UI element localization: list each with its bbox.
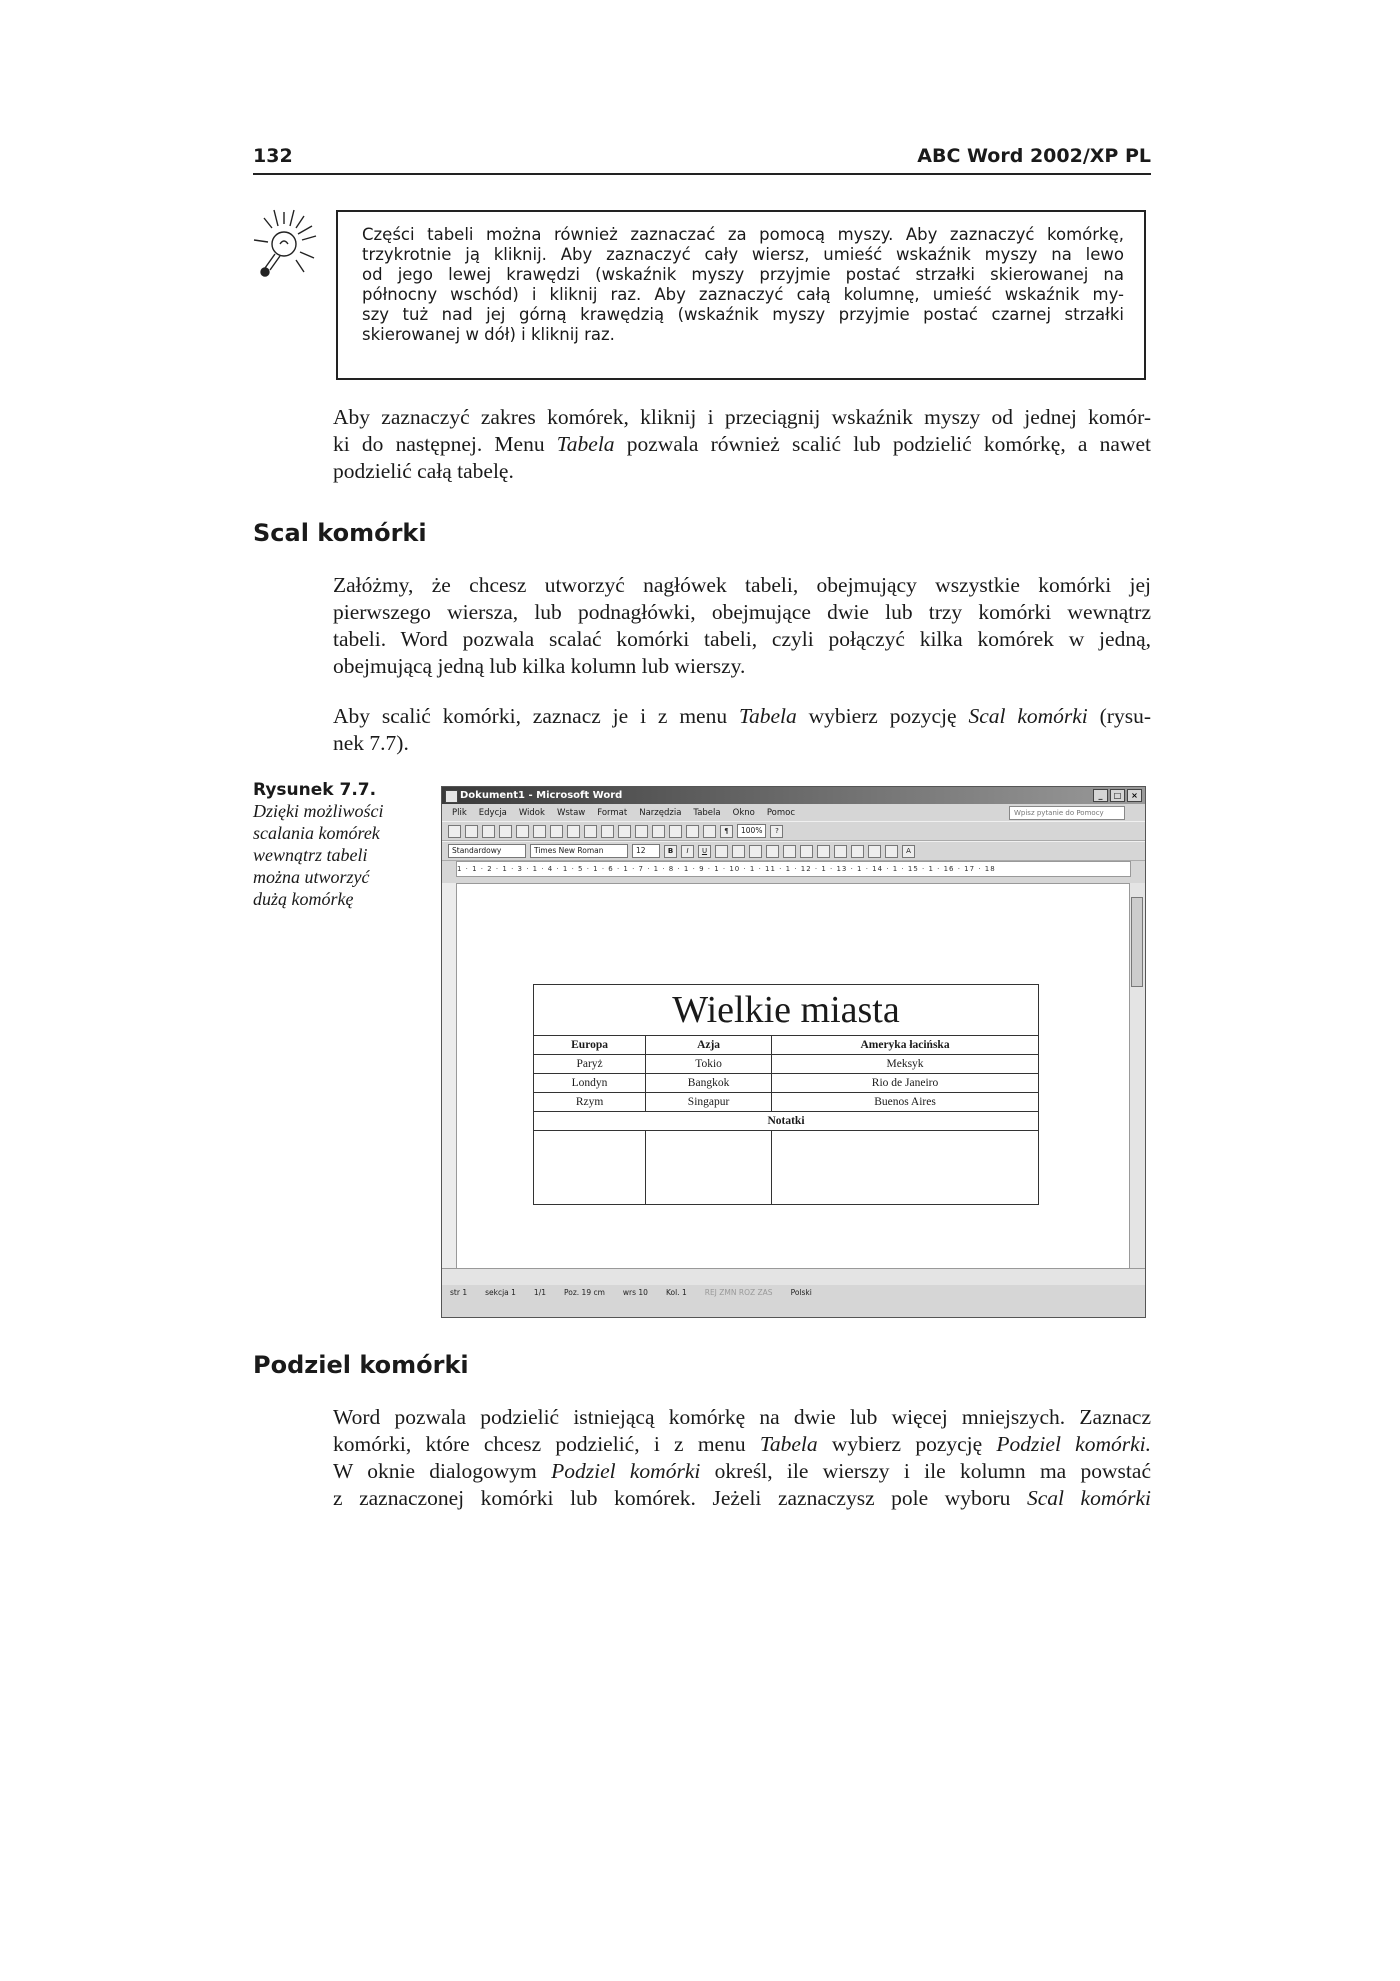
table-cell[interactable]: Londyn [534,1074,646,1093]
section-heading-scal: Scal komórki [253,519,427,547]
tip-line: Części tabeli można również zaznaczać za pomocą myszy. Aby zaznaczyć komórkę, [362,225,1124,244]
table-cell[interactable]: Rio de Janeiro [772,1074,1039,1093]
tip-line: trzykrotnie ją kliknij. Aby zaznaczyć cały wiersz, umieść wskaźnik myszy na lewo [362,245,1124,264]
caption-line: można utworzyć [253,867,370,887]
table-header-cell[interactable]: Azja [646,1036,772,1055]
document-area[interactable] [442,883,1129,1269]
lightbulb-icon [250,204,326,284]
menu-tabela[interactable]: Tabela [693,807,721,818]
tip-line: północny wschód) i kliknij raz. Aby zaznaczyć całą kolumnę, umieść wskaźnik my- [362,285,1124,304]
tip-line: skierowanej w dół) i kliknij raz. [362,325,615,344]
redo-icon[interactable] [635,825,648,838]
status-line: wrs 10 [622,1288,648,1297]
close-icon[interactable]: × [1127,789,1142,802]
menu-edycja[interactable]: Edycja [478,807,507,818]
table-row [534,1093,1039,1112]
minimize-icon[interactable]: _ [1093,789,1108,802]
justify-icon[interactable] [766,845,779,858]
table-row [534,1055,1039,1074]
border-icon[interactable] [868,845,881,858]
spelling-icon[interactable] [550,825,563,838]
word-title: Dokument1 - Microsoft Word [460,790,623,801]
table-cell-empty[interactable] [534,1131,646,1205]
word-window [441,786,1146,1318]
table-cell[interactable]: Singapur [646,1093,772,1112]
columns-icon[interactable] [686,825,699,838]
drawing-icon[interactable] [703,825,716,838]
italic-icon[interactable]: I [681,845,694,858]
open-icon[interactable] [465,825,478,838]
table-icon[interactable] [669,825,682,838]
status-pages: 1/1 [533,1288,546,1297]
table-cell[interactable]: Rzym [534,1093,646,1112]
text-line: pierwszego wiersza, lub podnagłówki, obejmujące dwie lub trzy komórki wewnątrz [333,600,1151,624]
numbering-icon[interactable] [800,845,813,858]
help-icon[interactable]: ? [770,825,783,838]
bold-icon[interactable]: B [664,845,677,858]
text-line: z zaznaczonej komórki lub komórek. Jeżeli zaznaczysz pole wyboru Scal komórki [333,1486,1152,1510]
table-cell[interactable]: Tokio [646,1055,772,1074]
table-cell[interactable]: Bangkok [646,1074,772,1093]
table-cell[interactable]: Meksyk [772,1055,1039,1074]
scroll-thumb[interactable] [1131,897,1143,987]
undo-icon[interactable] [618,825,631,838]
page-number: 132 [253,145,293,167]
status-section: sekcja 1 [485,1288,516,1297]
status-language: Polski [790,1288,812,1297]
status-page: str 1 [450,1288,468,1297]
tip-line: od jego lewej krawędzi (wskaźnik myszy przyjmie postać strzałki skierowanej na [362,265,1124,284]
menu-narzedzia[interactable]: Narzędzia [639,807,682,818]
permission-icon[interactable] [499,825,512,838]
section-heading-podziel: Podziel komórki [253,1351,469,1379]
menu-bar [442,804,1145,821]
status-bar [442,1284,1146,1301]
horizontal-scrollbar[interactable] [442,1268,1145,1285]
section2-paragraph [333,1404,1151,1512]
window-buttons [1093,789,1142,802]
text-line: Word pozwala podzielić istniejącą komórkę na dwie lub więcej mniejszych. Zaznacz [333,1405,1151,1429]
bullets-icon[interactable] [817,845,830,858]
caption-line: scalania komórek [253,823,380,843]
figure-caption [253,780,428,910]
save-icon[interactable] [482,825,495,838]
table-cell-empty[interactable] [646,1131,772,1205]
new-document-icon[interactable] [448,825,461,838]
menu-wstaw[interactable]: Wstaw [556,807,586,818]
paste-icon[interactable] [601,825,614,838]
menu-pomoc[interactable]: Pomoc [766,807,796,818]
text-line: nek 7.7). [333,731,409,755]
zoom-select[interactable]: 100% [737,824,766,838]
text-line: komórki, które chcesz podzielić, i z menu Tabela wybierz pozycję Podziel komórki. [333,1432,1151,1456]
table-row [534,1074,1039,1093]
print-preview-icon[interactable] [533,825,546,838]
decrease-indent-icon[interactable] [834,845,847,858]
text-line: Aby zaznaczyć zakres komórek, kliknij i przeciągnij wskaźnik myszy od jednej komór- [333,405,1151,429]
formatting-toolbar [442,841,1145,861]
hyperlink-icon[interactable] [652,825,665,838]
maximize-icon[interactable]: □ [1110,789,1125,802]
tip-box [336,210,1146,380]
menu-widok[interactable]: Widok [518,807,545,818]
caption-line: dużą komórkę [253,889,354,909]
menu-okno[interactable]: Okno [732,807,755,818]
standard-toolbar [442,821,1145,841]
status-column: Kol. 1 [665,1288,687,1297]
align-right-icon[interactable] [749,845,762,858]
vertical-ruler[interactable] [442,883,457,1268]
word-app-icon [445,790,458,803]
table-cell[interactable]: Buenos Aires [772,1093,1039,1112]
highlight-icon[interactable] [885,845,898,858]
table-row [534,1131,1039,1205]
underline-icon[interactable]: U [698,845,711,858]
caption-line: wewnątrz tabeli [253,845,368,865]
table-header-cell[interactable]: Europa [534,1036,646,1055]
table-cell[interactable]: Paryż [534,1055,646,1074]
word-title-bar [442,787,1145,804]
text-line: W oknie dialogowym Podziel komórki określ, ile wierszy i ile kolumn ma powstać [333,1459,1151,1483]
font-color-icon[interactable]: A [902,845,915,858]
style-select[interactable]: Standardowy [448,844,526,858]
tip-line: szy tuż nad jej górną krawędzią (wskaźnik myszy przyjmie postać czarnej strzałki [362,305,1124,324]
align-center-icon[interactable] [732,845,745,858]
text-line: Załóżmy, że chcesz utworzyć nagłówek tabeli, obejmujący wszystkie komórki jej [333,573,1151,597]
table-title-cell[interactable]: Wielkie miasta [534,985,1039,1036]
text-line: Aby scalić komórki, zaznacz je i z menu Tabela wybierz pozycję Scal komórki (rysu- [333,704,1151,728]
cut-icon[interactable] [567,825,580,838]
align-left-icon[interactable] [715,845,728,858]
section1-paragraph-2 [333,703,1151,757]
status-modes: REJ ZMN ROZ ZAS [704,1288,773,1297]
text-line: tabeli. Word pozwala scalać komórki tabeli, czyli połączyć kilka komórek w jedną, [333,627,1151,651]
section1-paragraph [333,572,1151,680]
font-size-select[interactable]: 12 [632,844,660,858]
help-search-input[interactable]: Wpisz pytanie do Pomocy [1009,806,1125,820]
table-notes-cell[interactable]: Notatki [534,1112,1039,1131]
table-cell-empty[interactable] [772,1131,1039,1205]
table-header-cell[interactable]: Ameryka łacińska [772,1036,1039,1055]
font-select[interactable]: Times New Roman [530,844,628,858]
line-spacing-icon[interactable] [783,845,796,858]
increase-indent-icon[interactable] [851,845,864,858]
text-line: obejmującą jedną lub kilka kolumn lub wierszy. [333,654,746,678]
print-icon[interactable] [516,825,529,838]
text-line: podzielić całą tabelę. [333,459,514,483]
caption-line: Dzięki możliwości [253,801,384,821]
book-title: ABC Word 2002/XP PL [917,145,1151,167]
copy-icon[interactable] [584,825,597,838]
menu-format[interactable]: Format [597,807,628,818]
horizontal-ruler[interactable]: 1 · 1 · 2 · 1 · 3 · 1 · 4 · 1 · 5 · 1 · 6 · 1 · 7 · 1 · 8 · 1 · 9 · 1 · 10 · 1 · 11 · 1 · 12 · 1 · 13 · 1 · 14 · 1 · 15 · 1 · 16 · 17 · 18 [456,861,1131,877]
intro-paragraph [333,404,1151,485]
cities-table[interactable] [533,984,1039,1205]
vertical-scrollbar[interactable] [1129,883,1145,1268]
text-line: ki do następnej. Menu Tabela pozwala również scalić lub podzielić komórkę, a nawet [333,432,1151,456]
figure-caption-text [253,800,428,910]
page-header [253,145,1151,175]
menu-plik[interactable]: Plik [452,807,467,818]
pilcrow-icon[interactable]: ¶ [720,825,733,838]
figure-label: Rysunek 7.7. [253,780,377,800]
status-position: Poz. 19 cm [564,1288,605,1297]
